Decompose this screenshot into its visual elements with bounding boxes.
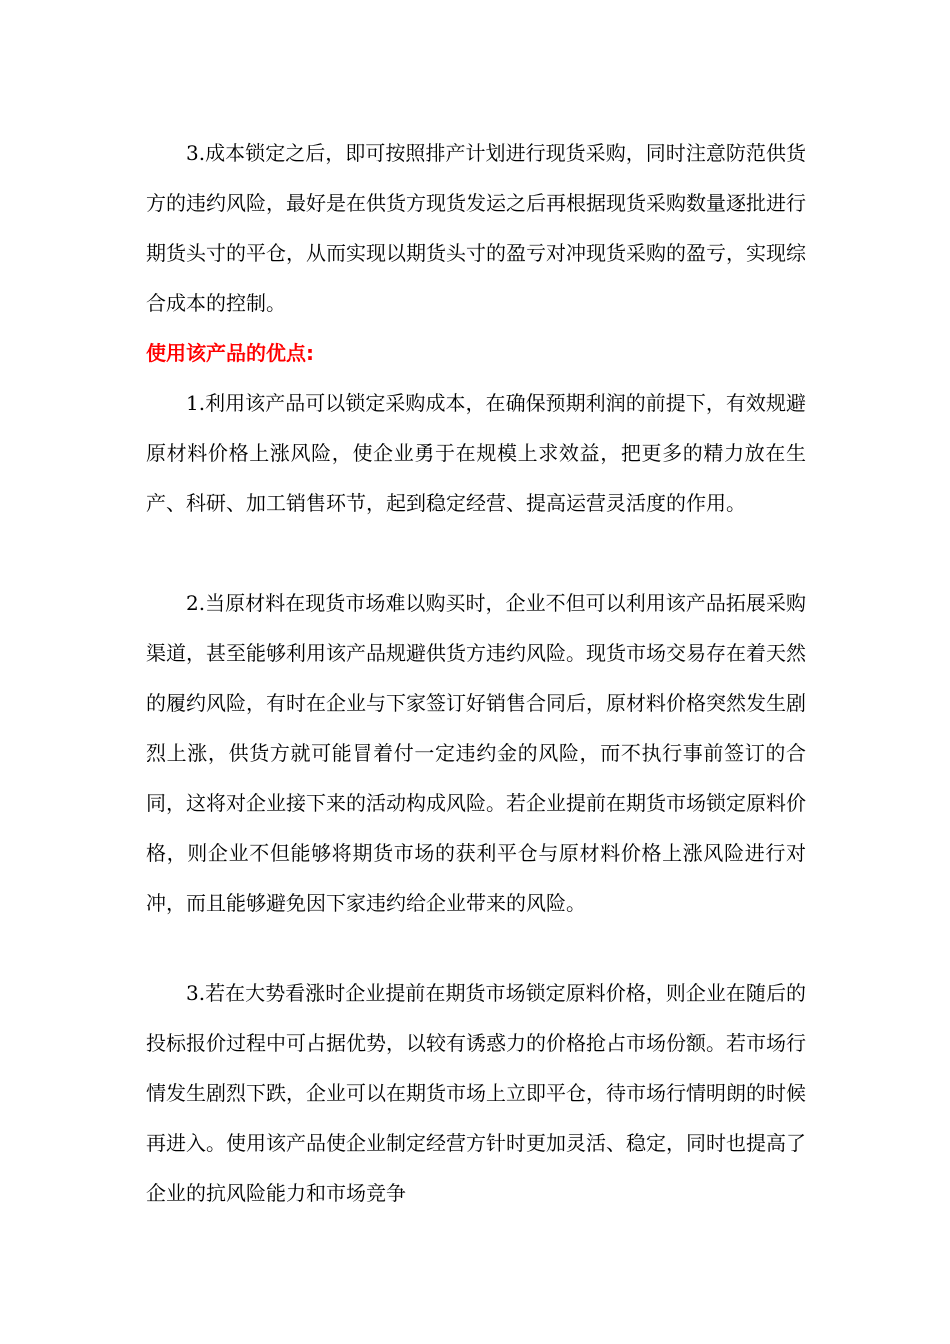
paragraph-cost-lock-step-3: 3.成本锁定之后，即可按照排产计划进行现货采购，同时注意防范供货方的违约风险，最好是在供货方现货发运之后再根据现货采购数量逐批进行期货头寸的平仓，从而实现以期货头寸的盈亏对冲现货采购的盈亏，实现综合成本的控制。 xyxy=(146,141,806,315)
advantage-paragraph-3: 3.若在大势看涨时企业提前在期货市场锁定原料价格，则企业在随后的投标报价过程中可占据优势，以较有诱惑力的价格抢占市场份额。若市场行情发生剧烈下跌，企业可以在期货市场上立即平仓，待市场行情明朗的时候再进入。使用该产品使企业制定经营方针时更加灵活、稳定，同时也提高了企业的抗风险能力和市场竞争 xyxy=(146,981,806,1205)
advantage-paragraph-2: 2.当原材料在现货市场难以购买时，企业不但可以利用该产品拓展采购渠道，甚至能够利用该产品规避供货方违约风险。现货市场交易存在着天然的履约风险，有时在企业与下家签订好销售合同后，原材料价格突然发生剧烈上涨，供货方就可能冒着付一定违约金的风险，而不执行事前签订的合同，这将对企业接下来的活动构成风险。若企业提前在期货市场锁定原料价格，则企业不但能够将期货市场的获利平仓与原材料价格上涨风险进行对冲，而且能够避免因下家违约给企业带来的风险。 xyxy=(146,591,806,915)
advantage-paragraph-1: 1.利用该产品可以锁定采购成本，在确保预期利润的前提下，有效规避原材料价格上涨风险，使企业勇于在规模上求效益，把更多的精力放在生产、科研、加工销售环节，起到稳定经营、提高运营灵活度的作用。 xyxy=(146,391,806,515)
section-heading-advantages: 使用该产品的优点: xyxy=(146,341,314,365)
